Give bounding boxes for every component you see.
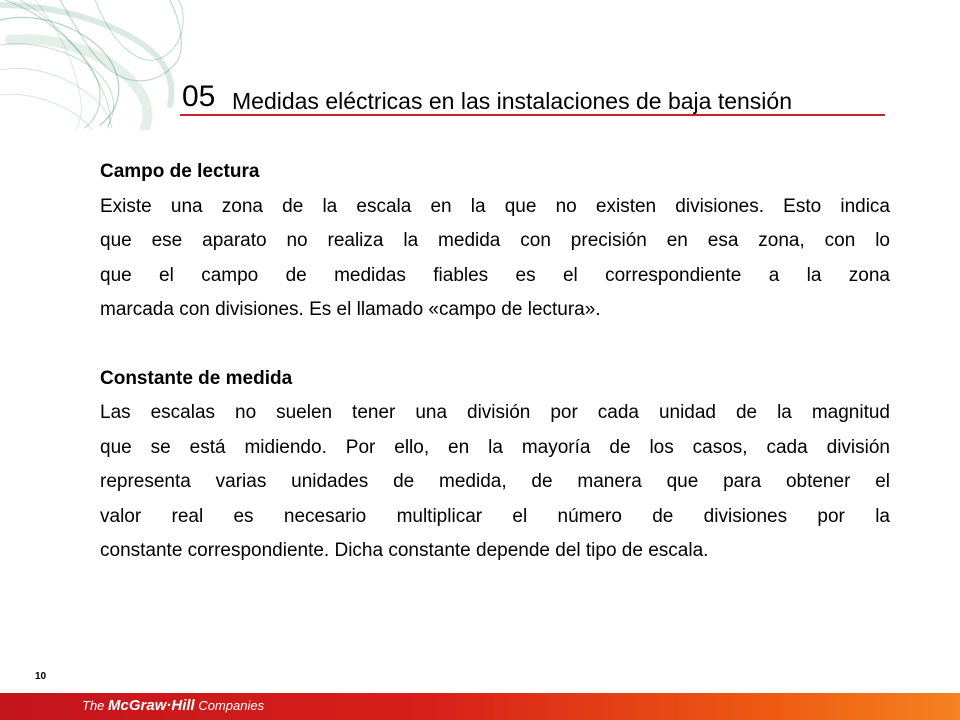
publisher-logo <box>82 697 264 715</box>
paragraph-campo-de-lectura <box>100 190 890 328</box>
paragraph-spacer <box>100 328 890 362</box>
slide-body <box>100 155 890 569</box>
paragraph-line: marcada con divisiones. Es el llamado «campo de lectura». <box>100 299 601 320</box>
header-underline <box>180 114 885 116</box>
slide-header <box>180 78 885 118</box>
logo-the: The <box>82 698 109 713</box>
chapter-number: 05 <box>182 80 216 113</box>
paragraph-line: que se está midiendo. Por ello, en la mayoría de los casos, cada división <box>100 436 890 458</box>
paragraph-line: Las escalas no suelen tener una división por cada unidad de la magnitud <box>100 402 890 423</box>
chapter-title: Medidas eléctricas en las instalaciones de baja tensión <box>232 88 792 114</box>
paragraph-line: Existe una zona de la escala en la que no existen divisiones. Esto indica <box>100 195 890 217</box>
page-number: 10 <box>35 671 47 682</box>
paragraph-line: representa varias unidades de medida, de manera que para obtener el <box>100 471 890 492</box>
section-heading-constante-de-medida: Constante de medida <box>100 367 293 389</box>
paragraph-constante-de-medida <box>100 396 890 569</box>
paragraph-line: constante correspondiente. Dicha constante depende del tipo de escala. <box>100 540 709 561</box>
logo-companies: Companies <box>194 698 265 713</box>
green-swirl-decoration <box>0 0 190 130</box>
section-heading-campo-de-lectura: Campo de lectura <box>100 161 260 182</box>
logo-brand: McGraw·Hill <box>108 697 195 714</box>
paragraph-line: valor real es necesario multiplicar el número de divisiones por la <box>100 505 890 527</box>
paragraph-line: que el campo de medidas fiables es el correspondiente a la zona <box>100 264 890 286</box>
footer-bar <box>0 693 960 720</box>
paragraph-line: que ese aparato no realiza la medida con precisión en esa zona, con lo <box>100 230 890 251</box>
